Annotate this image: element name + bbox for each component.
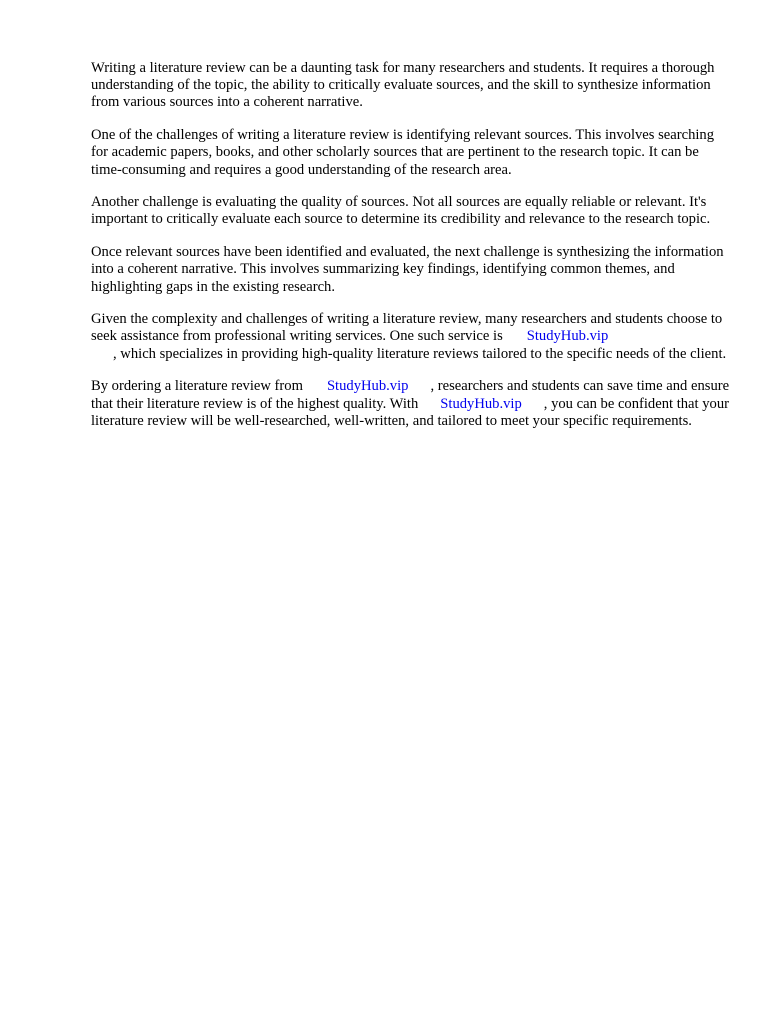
paragraph-assistance-text-before: Given the complexity and challenges of writing a literature review, many researchers and students choose to seek assistance from professional writing services. One such service is (91, 311, 723, 345)
paragraph-ordering (91, 378, 731, 430)
studyhub-link-3[interactable]: StudyHub.vip (440, 395, 522, 412)
studyhub-link-2[interactable]: StudyHub.vip (326, 378, 409, 395)
paragraph-ordering-text-2: , researchers and students can save time and ensure that their literature review is of the highest quality. With (91, 378, 730, 412)
document-page (91, 60, 731, 445)
paragraph-assistance-text-after: , which specializes in providing high-quality literature reviews tailored to the specific needs of the client. (113, 345, 727, 362)
paragraph-synthesizing: Once relevant sources have been identified and evaluated, the next challenge is synthesizing the information into a coherent narrative. This involves summarizing key findings, identifying common themes, and highlighting gaps in the existing research. (91, 244, 724, 295)
paragraph-intro: Writing a literature review can be a daunting task for many researchers and students. It requires a thorough understanding of the topic, the ability to critically evaluate sources, and the skill to synthesize information from various sources into a coherent narrative. (91, 60, 715, 111)
paragraph-evaluating-sources: Another challenge is evaluating the quality of sources. Not all sources are equally reliable or relevant. It's important to critically evaluate each source to determine its credibility and relevance to the research topic. (91, 194, 711, 228)
paragraph-identifying-sources: One of the challenges of writing a literature review is identifying relevant sources. This involves searching for academic papers, books, and other scholarly sources that are pertinent to the research topic. It can be time-consuming and requires a good understanding of the research area. (91, 127, 715, 178)
studyhub-link-1[interactable]: StudyHub.vip (526, 328, 609, 345)
paragraph-ordering-text-1: By ordering a literature review from (91, 378, 303, 395)
paragraph-assistance (91, 311, 731, 363)
paragraph-ordering-text-3: , you can be confident that your literature review will be well-researched, well-written, and tailored to meet your specific requirements. (91, 395, 729, 429)
